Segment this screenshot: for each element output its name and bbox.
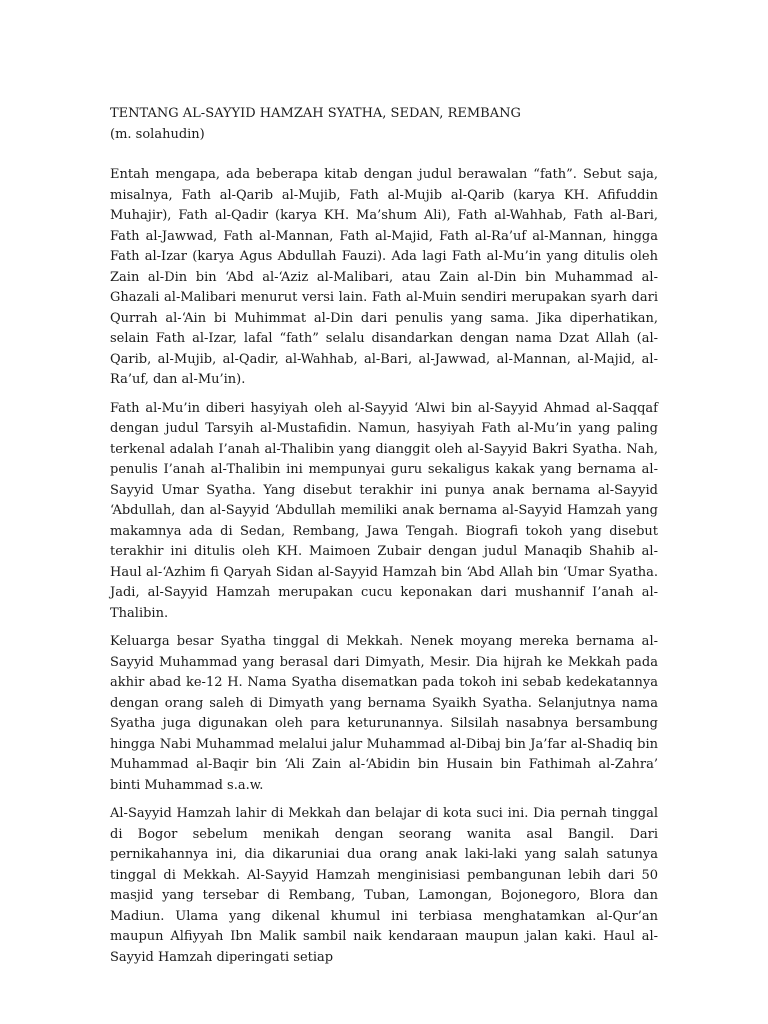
document-author: (m. solahudin) [110, 126, 205, 142]
paragraph-4: Al-Sayyid Hamzah lahir di Mekkah dan belajar di kota suci ini. Dia pernah tinggal di Bogor sebelum menikah dengan seorang wanita asal Bangil. Dari pernikahannya ini, dia dikaruniai dua orang anak laki-laki yang salah satunya tinggal di Mekkah. Al-Sayyid Hamzah menginisiasi pembangunan lebih dari 50 masjid yang tersebar di Rembang, Tuban, Lamongan, Bojonegoro, Blora dan Madiun. Ulama yang dikenal khumul ini terbiasa menghatamkan al-Qur’an maupun Alfiyyah Ibn Malik sambil naik kendaraan maupun jalan kaki. Haul al-Sayyid Hamzah diperingati setiap [110, 806, 658, 965]
paragraph-1: Entah mengapa, ada beberapa kitab dengan judul berawalan “fath”. Sebut saja, misalnya, Fath al-Qarib al-Mujib, Fath al-Mujib al-Qarib (karya KH. Afifuddin Muhajir), Fath al-Qadir (karya KH. Ma’shum Ali), Fath al-Wahhab, Fath al-Bari, Fath al-Jawwad, Fath al-Mannan, Fath al-Majid, Fath al-Ra’uf al-Mannan, hingga Fath al-Izar (karya Agus Abdullah Fauzi). Ada lagi Fath al-Mu’in yang ditulis oleh Zain al-Din bin ‘Abd al-‘Aziz al-Malibari, atau Zain al-Din bin Muhammad al-Ghazali al-Malibari menurut versi lain. Fath al-Muin sendiri merupakan syarh dari Qurrah al-‘Ain bi Muhimmat al-Din dari penulis yang sama. Jika diperhatikan, selain Fath al-Izar, lafal “fath” selalu disandarkan dengan nama Dzat Allah (al-Qarib, al-Mujib, al-Qadir, al-Wahhab, al-Bari, al-Jawwad, al-Mannan, al-Majid, al-Ra’uf, dan al-Mu’in). [110, 167, 658, 387]
document-body [110, 104, 658, 976]
paragraph-3: Keluarga besar Syatha tinggal di Mekkah. Nenek moyang mereka bernama al-Sayyid Muhammad yang berasal dari Dimyath, Mesir. Dia hijrah ke Mekkah pada akhir abad ke-12 H. Nama Syatha disematkan pada tokoh ini sebab kedekatannya dengan orang saleh di Dimyath yang bernama Syaikh Syatha. Selanjutnya nama Syatha juga digunakan oleh para keturunannya. Silsilah nasabnya bersambung hingga Nabi Muhammad melalui jalur Muhammad al-Dibaj bin Ja’far al-Shadiq bin Muhammad al-Baqir bin ‘Ali Zain al-‘Abidin bin Husain bin Fathimah al-Zahra’ binti Muhammad s.a.w. [110, 634, 658, 793]
paragraph-2: Fath al-Mu’in diberi hasyiyah oleh al-Sayyid ‘Alwi bin al-Sayyid Ahmad al-Saqqaf dengan judul Tarsyih al-Mustafidin. Namun, hasyiyah Fath al-Mu’in yang paling terkenal adalah I’anah al-Thalibin yang dianggit oleh al-Sayyid Bakri Syatha. Nah, penulis I’anah al-Thalibin ini mempunyai guru sekaligus kakak yang bernama al-Sayyid Umar Syatha. Yang disebut terakhir ini punya anak bernama al-Sayyid ‘Abdullah, dan al-Sayyid ‘Abdullah memiliki anak bernama al-Sayyid Hamzah yang makamnya ada di Sedan, Rembang, Jawa Tengah. Biografi tokoh yang disebut terakhir ini ditulis oleh KH. Maimoen Zubair dengan judul Manaqib Shahib al-Haul al-‘Azhim fi Qaryah Sidan al-Sayyid Hamzah bin ‘Abd Allah bin ‘Umar Syatha. Jadi, al-Sayyid Hamzah merupakan cucu keponakan dari mushannif I’anah al-Thalibin. [110, 400, 658, 621]
document-title: TENTANG AL-SAYYID HAMZAH SYATHA, SEDAN, REMBANG [110, 106, 521, 121]
